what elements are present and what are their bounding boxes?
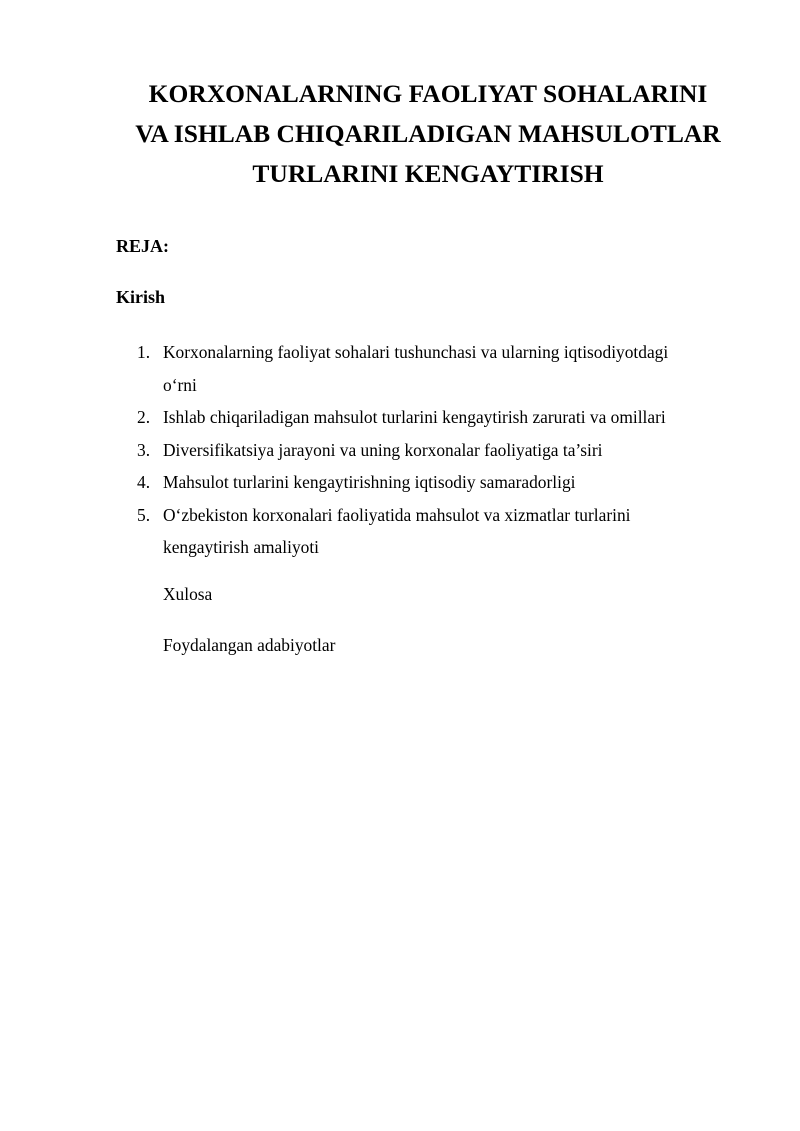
- title-line-2: VA ISHLAB CHIQARILADIGAN MAHSULOTLAR: [135, 119, 721, 148]
- plan-item-text: [163, 434, 723, 467]
- plan-item-text: [163, 401, 723, 434]
- plan-item-5: [0, 499, 800, 564]
- plan-heading: REJA:: [116, 236, 169, 256]
- plan-item-2: [0, 401, 800, 434]
- references-item: Foydalangan adabiyotlar: [163, 635, 336, 655]
- plan-item-text: [163, 336, 723, 401]
- intro-heading: Kirish: [116, 287, 166, 307]
- plan-item-text: [163, 466, 723, 499]
- plan-list: [0, 336, 800, 564]
- plan-item-line: o‘rni: [163, 374, 197, 395]
- plan-item-line: Korxonalarning faoliyat sohalari tushunchasi va ularning iqtisodiyotdagi: [163, 342, 669, 362]
- title-line-3: TURLARINI KENGAYTIRISH: [252, 159, 604, 188]
- plan-item-line: Mahsulot turlarini kengaytirishning iqtisodiy samaradorligi: [163, 472, 576, 492]
- document-title: [100, 74, 756, 194]
- title-line-1: KORXONALARNING FAOLIYAT SOHALARINI: [148, 79, 708, 108]
- plan-item-line: Ishlab chiqariladigan mahsulot turlarini kengaytirish zarurati va omillari: [163, 407, 666, 427]
- plan-item-number: 3.: [137, 439, 151, 460]
- plan-item-number: 1.: [137, 342, 151, 362]
- plan-item-number: 4.: [137, 472, 151, 492]
- plan-item-number: 5.: [137, 504, 151, 525]
- plan-item-text: [163, 499, 723, 564]
- plan-item-line: O‘zbekiston korxonalari faoliyatida mahsulot va xizmatlar turlarini: [163, 504, 631, 525]
- plan-item-number: 2.: [137, 407, 151, 427]
- plan-item-line: kengaytirish amaliyoti: [163, 537, 319, 557]
- plan-item-1: [0, 336, 800, 401]
- conclusion-item: Xulosa: [163, 584, 213, 604]
- plan-item-line: Diversifikatsiya jarayoni va uning korxonalar faoliyatiga ta’siri: [163, 439, 603, 460]
- plan-item-4: [0, 466, 800, 499]
- plan-item-3: [0, 434, 800, 467]
